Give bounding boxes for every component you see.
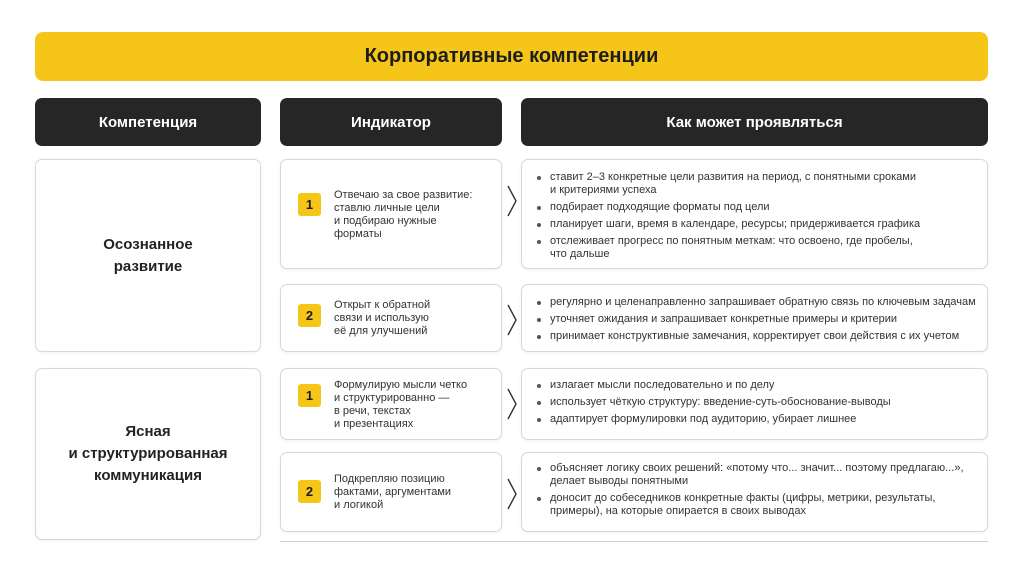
indicator-text: Открыт к обратной связи и использую её для улучшений: [334, 299, 431, 337]
header-indicator: Индикатор: [280, 98, 502, 146]
manifestation-item: регулярно и целенаправленно запрашивает обратную связь по ключевым задачам: [550, 296, 987, 309]
chevron-right-icon: [505, 184, 519, 218]
manifestation-cell: [521, 368, 988, 440]
indicator-cell: [280, 452, 502, 532]
manifestation-item: адаптирует формулировки под аудиторию, убирает лишнее: [550, 413, 987, 426]
competence-name: Ясная и структурированная коммуникация: [68, 423, 228, 484]
competence-cell: [35, 368, 261, 540]
page-title: Корпоративные компетенции: [35, 32, 988, 81]
divider: [280, 541, 988, 542]
manifestation-cell: [521, 284, 988, 352]
header-competence: Компетенция: [35, 98, 261, 146]
indicator-number: 2: [298, 304, 321, 327]
chevron-right-icon: [505, 477, 519, 511]
manifestation-cell: [521, 452, 988, 532]
indicator-text: Формулирую мысли четко и структурированно — в речи, текстах и презентациях: [334, 379, 468, 430]
indicator-number: 1: [298, 384, 321, 407]
manifestation-item: планирует шаги, время в календаре, ресурсы; придерживается графика: [550, 218, 987, 231]
indicator-number: 1: [298, 193, 321, 216]
manifestation-item: доносит до собеседников конкретные факты (цифры, метрики, результаты, примеры), на которые опирается в своих выводах: [550, 492, 987, 518]
manifestation-cell: [521, 159, 988, 269]
competence-name: Осознанное развитие: [103, 235, 193, 275]
indicator-text: Отвечаю за свое развитие: ставлю личные цели и подбираю нужные форматы: [334, 189, 473, 240]
competence-cell: [35, 159, 261, 352]
indicator-cell: [280, 284, 502, 352]
manifestation-item: объясняет логику своих решений: «потому что... значит... поэтому предлагаю...», делает выводы понятными: [550, 462, 987, 488]
manifestation-item: отслеживает прогресс по понятным меткам: что освоено, где пробелы, что дальше: [550, 235, 987, 261]
chevron-right-icon: [505, 303, 519, 337]
manifestation-item: ставит 2–3 конкретные цели развития на период, с понятными сроками и критериями успеха: [550, 171, 987, 197]
manifestation-item: подбирает подходящие форматы под цели: [550, 201, 987, 214]
manifestation-item: использует чёткую структуру: введение-суть-обоснование-выводы: [550, 396, 987, 409]
header-manifestation: Как может проявляться: [521, 98, 988, 146]
indicator-text: Подкрепляю позицию фактами, аргументами и логикой: [334, 473, 452, 511]
manifestation-item: уточняет ожидания и запрашивает конкретные примеры и критерии: [550, 313, 987, 326]
indicator-number: 2: [298, 480, 321, 503]
indicator-cell: [280, 368, 502, 440]
manifestation-item: принимает конструктивные замечания, корректирует свои действия с их учетом: [550, 330, 987, 343]
indicator-cell: [280, 159, 502, 269]
chevron-right-icon: [505, 387, 519, 421]
manifestation-item: излагает мысли последовательно и по делу: [550, 379, 987, 392]
